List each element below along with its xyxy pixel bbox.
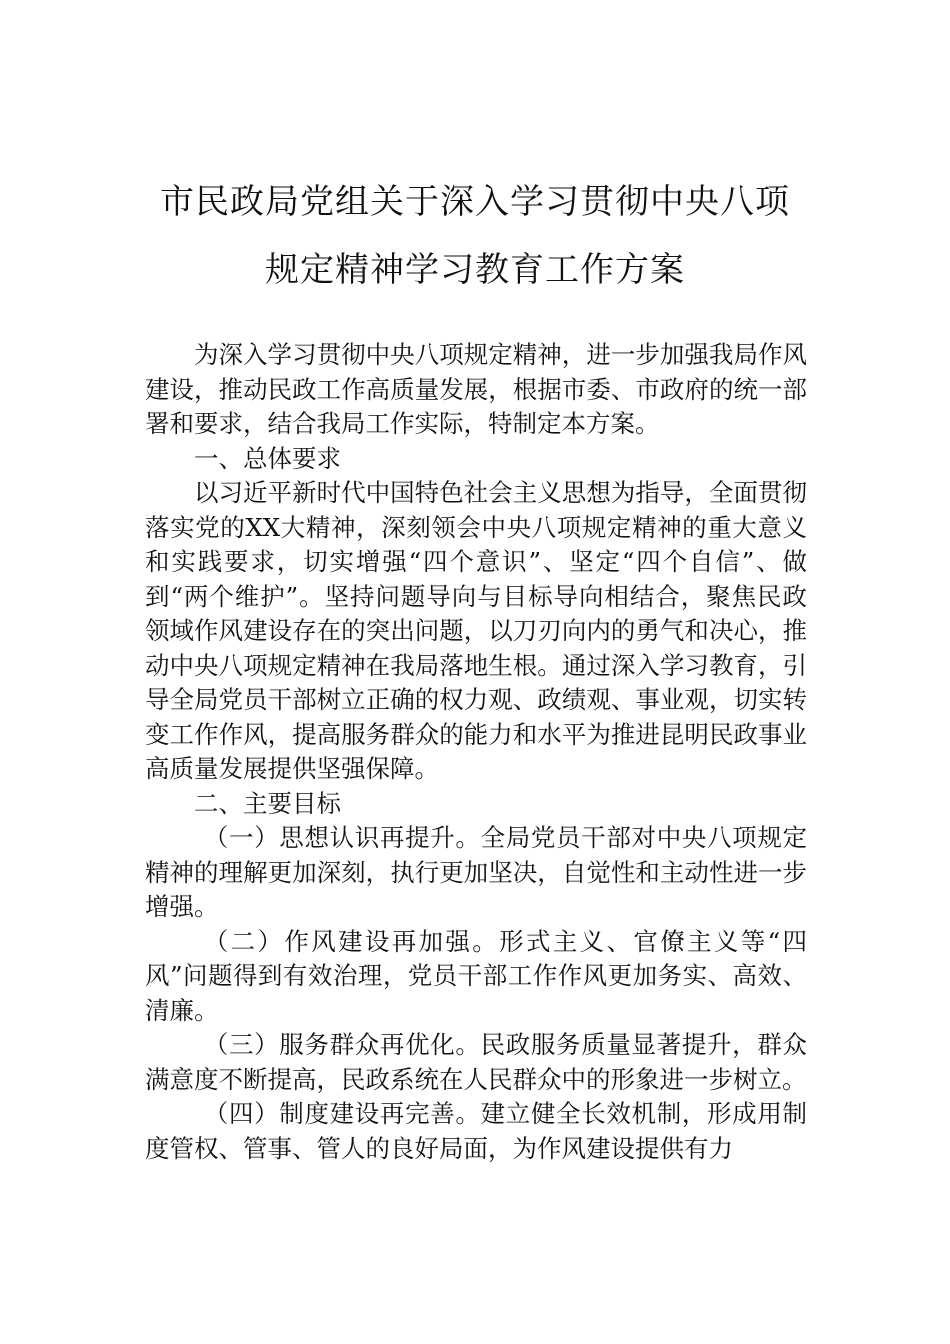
goal-paragraph-3: （三）服务群众再优化。民政服务质量显著提升，群众满意度不断提高，民政系统在人民群众中的形象进一步树立。 [145, 1030, 807, 1094]
section-heading-general-requirements: 一、总体要求 [194, 443, 341, 473]
goal-paragraph-4: （四）制度建设再完善。建立健全长效机制，形成用制度管权、管事、管人的良好局面，为作风建设提供有力 [145, 1099, 807, 1163]
document-body [145, 338, 807, 1166]
document-title-line-2: 规定精神学习教育工作方案 [265, 250, 685, 290]
document-title-line-1: 市民政局党组关于深入学习贯彻中央八项 [160, 182, 790, 222]
general-requirements-paragraph: 以习近平新时代中国特色社会主义思想为指导，全面贯彻落实党的XX大精神，深刻领会中央八项规定精神的重大意义和实践要求，切实增强“四个意识”、坚定“四个自信”、做到“两个维护”。坚持问题导向与目标导向相结合，聚焦民政领域作风建设存在的突出问题，以刀刃向内的勇气和决心，推动中央八项规定精神在我局落地生根。通过深入学习教育，引导全局党员干部树立正确的权力观、政绩观、事业观，切实转变工作作风，提高服务群众的能力和水平为推进昆明民政事业高质量发展提供坚强保障。 [145, 478, 807, 783]
goal-paragraph-1: （一）思想认识再提升。全局党员干部对中央八项规定精神的理解更加深刻，执行更加坚决，自觉性和主动性进一步增强。 [145, 823, 807, 921]
section-heading-main-goals: 二、主要目标 [194, 788, 341, 818]
goal-paragraph-2: （二）作风建设再加强。形式主义、官僚主义等“四风”问题得到有效治理，党员干部工作作风更加务实、高效、清廉。 [145, 926, 807, 1025]
intro-paragraph: 为深入学习贯彻中央八项规定精神，进一步加强我局作风建设，推动民政工作高质量发展，根据市委、市政府的统一部署和要求，结合我局工作实际，特制定本方案。 [145, 340, 807, 438]
